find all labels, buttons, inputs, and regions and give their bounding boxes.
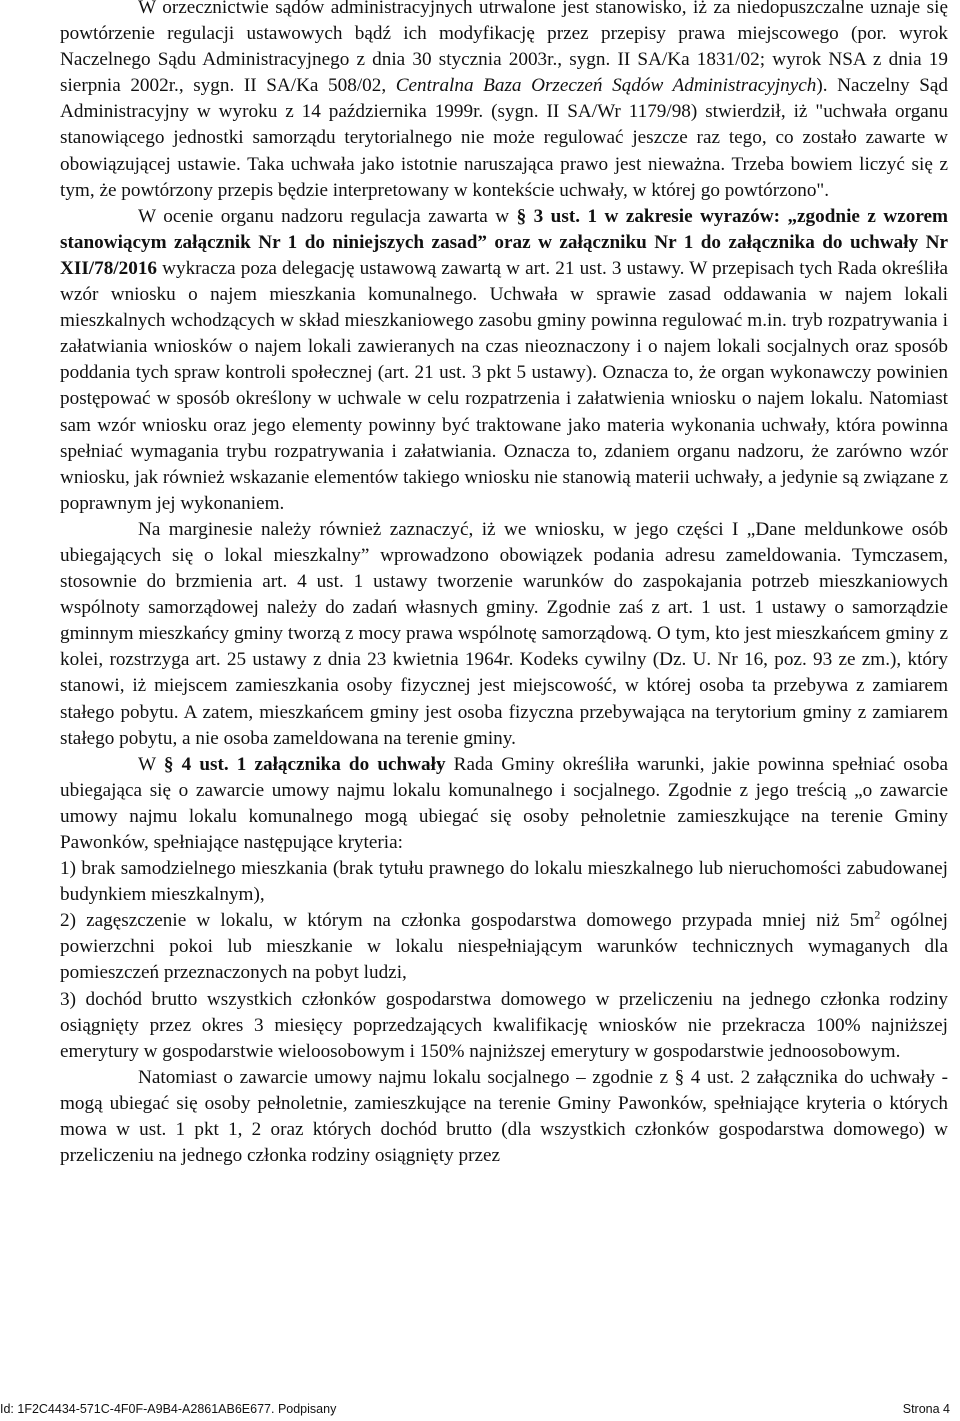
document-id: Id: 1F2C4434-571C-4F0F-A9B4-A2861AB6E677. Podpisany — [0, 1402, 337, 1416]
text-segment: § 4 ust. 1 załącznika do uchwały — [163, 753, 446, 775]
paragraph-p2 — [60, 204, 948, 517]
paragraph-p3 — [60, 517, 948, 752]
paragraph-p6 — [60, 908, 948, 986]
text-segment: § 3 ust. 1 w zakresie wyrazów: „zgodnie z wzorem stanowiącym załącznik Nr 1 do niniejszych zasad” oraz w załączniku Nr 1 do załącznika do uchwały Nr XII/78/2016 — [60, 205, 948, 279]
text-segment: Rada Gminy określiła warunki, jakie powinna spełniać osoba ubiegająca się o zawarcie umowy najmu lokalu komunalnego i socjalnego. Zgodnie z jego treścią „o zawarcie umowy najmu lokalu komunalnego mogą ubiegać się osoby pełnoletnie zamieszkujące na terenie Gminy Pawonków, spełniające następujące kryteria: — [60, 753, 948, 853]
text-segment: Natomiast o zawarcie umowy najmu lokalu socjalnego – zgodnie z § 4 ust. 2 załącznika do uchwały - mogą ubiegać się osoby pełnoletnie, zamieszkujące na terenie Gminy Pawonków, spełniające kryteria o których mowa w ust. 1 pkt 1, 2 oraz których dochód brutto (dla wszystkich członków gospodarstwa domowego) w przeliczeniu na jednego członka rodziny osiągnięty przez — [60, 1066, 948, 1167]
text-segment: ). Naczelny Sąd Administracyjny w wyroku z 14 października 1999r. (sygn. II SA/Wr 1179/98) stwierdził, iż "uchwała organu stanowiącego jednostki samorządu terytorialnego nie może regulować jeszcze raz tego, co zostało zawarte w obowiązującej ustawie. Taka uchwała jako istotnie naruszająca prawo jest nieważna. Trzeba bowiem liczyć się z tym, że powtórzony przepis będzie interpretowany w kontekście uchwały, w której go powtórzono". — [60, 75, 948, 201]
page-number: Strona 4 — [902, 1402, 950, 1416]
paragraph-p1 — [60, 0, 948, 204]
text-segment: Na marginesie należy również zaznaczyć, iż we wniosku, w jego części I „Dane meldunkowe osób ubiegających się o lokal mieszkalny” wprowadzono obowiązek podania adresu zameldowania. Tymczasem, stosownie do brzmienia art. 4 ust. 1 ustawy tworzenie warunków do zaspokajania potrzeb mieszkaniowych wspólnoty samorządowej należy do zadań własnych gminy. Zgodnie zaś z art. 1 ust. 1 ustawy o samorządzie gminnym mieszkańcy gminy tworzą z mocy prawa wspólnotę samorządową. O tym, kto jest mieszkańcem gminy z kolei, rozstrzyga art. 25 ustawy z dnia 23 kwietnia 1964r. Kodeks cywilny (Dz. U. Nr 16, poz. 93 ze zm.), który stanowi, iż miejscem zamieszkania osoby fizycznej jest miejscowość, w której osoba ta przebywa z zamiarem stałego pobytu. A zatem, mieszkańcem gminy jest osoba fizyczna przebywająca na terytorium gminy z zamiarem stałego pobytu, a nie osoba zameldowana na terenie gminy. — [60, 518, 948, 749]
text-segment: W — [138, 753, 164, 775]
text-segment: W ocenie organu nadzoru regulacja zawarta w — [138, 205, 517, 227]
text-segment: 2) zagęszczenie w lokalu, w którym na członka gospodarstwa domowego przypada mniej niż 5m — [60, 910, 875, 932]
text-segment: 1) brak samodzielnego mieszkania (brak tytułu prawnego do lokalu mieszkalnego lub nieruchomości zabudowanej budynkiem mieszkalnym), — [60, 858, 948, 906]
paragraph-p7 — [60, 987, 948, 1065]
text-segment: W orzecznictwie sądów administracyjnych utrwalone jest stanowisko, iż za niedopuszczalne uznaje się powtórzenie regulacji ustawowych bądź ich modyfikację przez przepisy prawa miejscowego (por. wyrok Naczelnego Sądu Administracyjnego z dnia 30 stycznia 2003r., sygn. II SA/Ka 1831/02; wyrok NSA z dnia 19 sierpnia 2002r., sygn. II SA/Ka 508/02, — [60, 0, 948, 97]
document-page — [60, 0, 948, 1169]
text-segment: 2 — [874, 907, 881, 922]
text-segment: ogólnej powierzchni pokoi lub mieszkanie w lokalu niespełniającym warunków technicznych wymaganych dla pomieszczeń przeznaczonych na pobyt ludzi, — [60, 910, 949, 984]
text-segment: Centralna Baza Orzeczeń Sądów Administracyjnych — [395, 75, 817, 97]
text-segment: 3) dochód brutto wszystkich członków gospodarstwa domowego w przeliczeniu na jednego członka rodziny osiągnięty przez okres 3 miesięcy poprzedzających kwalifikację wniosków nie przekracza 100% najniższej emerytury w gospodarstwie wieloosobowym i 150% najniższej emerytury w gospodarstwie jednoosobowym. — [60, 988, 948, 1062]
paragraph-p4 — [60, 752, 948, 856]
text-segment: wykracza poza delegację ustawową zawartą w art. 21 ust. 3 ustawy. W przepisach tych Rada określiła wzór wniosku o najem mieszkania komunalnego. Uchwała w sprawie zasad oddawania w najem lokali mieszkalnych wchodzących w skład mieszkaniowego zasobu gminy powinna regulować m.in. tryb rozpatrywania i załatwiania wniosków o najem lokali zawieranych na czas nieoznaczony i o najem lokali socjalnych oraz sposób poddania tych spraw kontroli społecznej (art. 21 ust. 3 pkt 5 ustawy). Oznacza to, że organ wykonawczy powinien postępować w sposób określony w uchwale w celu rozpatrzenia i załatwienia wniosku o najem lokalu. Natomiast sam wzór wniosku oraz jego elementy powinny być traktowane jako materia wykonania uchwały, która powinna spełniać wymagania trybu rozpatrywania i załatwiania. Oznacza to, zdaniem organu nadzoru, że zarówno wzór wniosku, jak również wskazanie elementów takiego wniosku nie stanowią materii uchwały, a jedynie są związane z poprawnym jej wykonaniem. — [60, 257, 949, 514]
paragraph-p5 — [60, 856, 948, 908]
paragraph-p8 — [60, 1065, 948, 1169]
